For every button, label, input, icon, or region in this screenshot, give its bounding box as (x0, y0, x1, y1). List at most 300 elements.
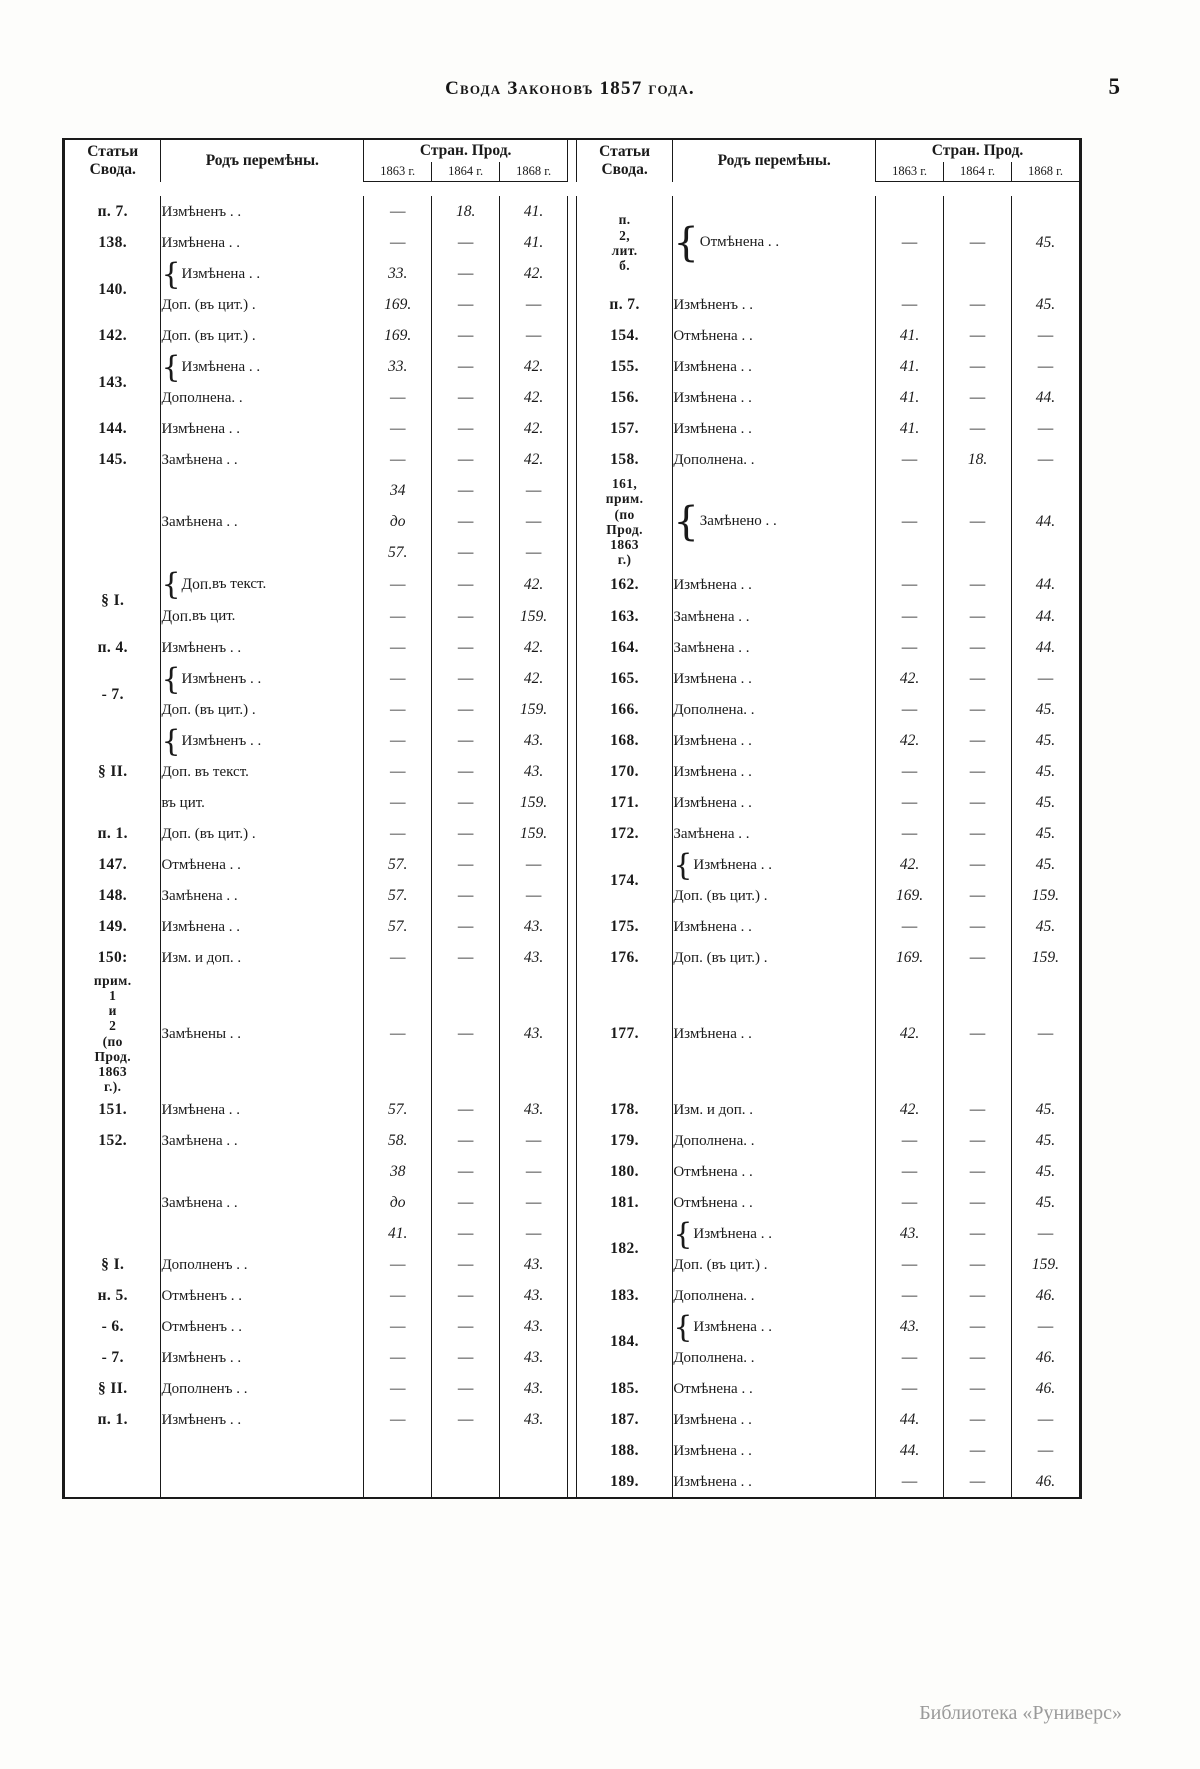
center-divider-cell (568, 1187, 577, 1218)
prod-page-1864-right: — (944, 694, 1012, 725)
prod-page-1864-left: — (432, 600, 500, 632)
article-number-right: 154. (576, 320, 672, 351)
article-number-left: - 6. (65, 1311, 161, 1342)
article-number-left: 138. (65, 227, 161, 258)
prod-page-1864-right: — (944, 911, 1012, 942)
prod-page-1864-right: — (944, 1466, 1012, 1497)
header-article-right: Статьи Свода. (576, 140, 672, 182)
prod-page-1863-left: — (364, 600, 432, 632)
article-number-left: 145. (65, 444, 161, 475)
prod-page-1863-right: — (876, 1156, 944, 1187)
article-number-right: 155. (576, 351, 672, 382)
prod-page-1863-right: — (876, 756, 944, 787)
prod-page-1863-left: — (364, 1342, 432, 1373)
table-row (65, 1156, 1080, 1187)
prod-page-1868-right: 45. (1011, 787, 1079, 818)
change-kind-left: {Измѣненъ . . (161, 725, 364, 756)
prod-page-1864-right: — (944, 320, 1012, 351)
prod-page-1864-left: — (432, 413, 500, 444)
header-kind-right: Родъ перемѣны. (673, 140, 876, 182)
table-row (65, 973, 1080, 1094)
prod-page-1863-left: — (364, 568, 432, 600)
article-number-left: § I. (65, 1249, 161, 1280)
prod-page-1864-right: — (944, 663, 1012, 694)
prod-page-1863-right: — (876, 1342, 944, 1373)
prod-page-1863-left: 169. (364, 289, 432, 320)
article-number-left: 150: (65, 942, 161, 973)
empty-cell (161, 1435, 364, 1466)
prod-page-1868-left: — (500, 1125, 568, 1156)
empty-cell (65, 1466, 161, 1497)
prod-page-1864-right: — (944, 942, 1012, 973)
prod-page-1863-right: 41. (876, 413, 944, 444)
change-kind-right: Отмѣнена . . (673, 320, 876, 351)
prod-page-1864-left: — (432, 1373, 500, 1404)
prod-page-1868-left: — (500, 289, 568, 320)
change-kind-right: Отмѣнена . . (673, 1187, 876, 1218)
article-number-left: п. 4. (65, 632, 161, 663)
change-kind-right: Измѣнена . . (673, 1466, 876, 1497)
center-divider-cell (568, 632, 577, 663)
prod-page-1864-right: — (944, 880, 1012, 911)
change-kind-right: Измѣнена . . (673, 756, 876, 787)
prod-page-1863-right: — (876, 1125, 944, 1156)
center-divider-cell (568, 475, 577, 506)
prod-page-1868-left: — (500, 1218, 568, 1249)
prod-page-1864-right: — (944, 1094, 1012, 1125)
prod-page-1868-left: 159. (500, 818, 568, 849)
change-kind-left: Измѣнена . . (161, 911, 364, 942)
change-kind-left: Измѣнена . . (161, 227, 364, 258)
prod-page-1868-left: 42. (500, 663, 568, 694)
change-kind-right: Измѣнена . . (673, 568, 876, 600)
prod-page-1868-left: 42. (500, 258, 568, 289)
table-row (65, 444, 1080, 475)
article-number-right: 165. (576, 663, 672, 694)
center-divider-cell (568, 1373, 577, 1404)
prod-page-1864-left: — (432, 1094, 500, 1125)
prod-page-1863-left: — (364, 694, 432, 725)
prod-page-1868-right: 45. (1011, 1187, 1079, 1218)
prod-page-1868-right: 159. (1011, 880, 1079, 911)
prod-page-1863-left: до (364, 506, 432, 537)
article-number-right: 166. (576, 694, 672, 725)
empty-cell (500, 1435, 568, 1466)
prod-page-1863-left: — (364, 663, 432, 694)
change-kind-right: {Измѣнена . . (673, 849, 876, 880)
change-kind-left: Замѣнены . . (161, 973, 364, 1094)
prod-page-1864-left: — (432, 537, 500, 568)
article-number-right: 177. (576, 973, 672, 1094)
prod-page-1863-left: 33. (364, 258, 432, 289)
table-row (65, 196, 1080, 227)
prod-page-1864-left: — (432, 382, 500, 413)
prod-page-1863-left: — (364, 818, 432, 849)
table-row (65, 600, 1080, 632)
center-divider-cell (568, 196, 577, 227)
prod-page-1868-left: — (500, 475, 568, 506)
article-number-right: 185. (576, 1373, 672, 1404)
prod-page-1868-left: 43. (500, 1311, 568, 1342)
prod-page-1863-right: 44. (876, 1435, 944, 1466)
spacer-row (65, 182, 1080, 197)
center-divider-cell (568, 1249, 577, 1280)
prod-page-1863-left: 57. (364, 849, 432, 880)
article-number-right: 184. (576, 1311, 672, 1373)
change-kind-left: Замѣнена . . (161, 475, 364, 568)
center-divider-cell (568, 1218, 577, 1249)
prod-page-1864-right: — (944, 1218, 1012, 1249)
prod-page-1864-left: — (432, 506, 500, 537)
prod-page-1863-left: — (364, 973, 432, 1094)
prod-page-1864-left: — (432, 632, 500, 663)
prod-page-1863-left: — (364, 413, 432, 444)
table-row (65, 818, 1080, 849)
change-kind-left: Доп. (въ цит.) . (161, 818, 364, 849)
prod-page-1863-left: — (364, 725, 432, 756)
prod-page-1868-left: 43. (500, 756, 568, 787)
prod-page-1868-right: — (1011, 1404, 1079, 1435)
header-year-1864-right: 1864 г. (944, 162, 1012, 182)
prod-page-1868-left: — (500, 1156, 568, 1187)
library-credit: Библиотека «Руниверс» (919, 1702, 1122, 1724)
header-year-1864-left: 1864 г. (432, 162, 500, 182)
prod-page-1863-right: — (876, 1373, 944, 1404)
prod-page-1868-left: — (500, 537, 568, 568)
prod-page-1868-right: — (1011, 973, 1079, 1094)
change-kind-right: Изм. и доп. . (673, 1094, 876, 1125)
center-divider-cell (568, 1466, 577, 1497)
article-number-left: 144. (65, 413, 161, 444)
article-number-right: 163. (576, 600, 672, 632)
table-row (65, 694, 1080, 725)
table-row (65, 320, 1080, 351)
prod-page-1864-left: — (432, 694, 500, 725)
prod-page-1864-left: — (432, 568, 500, 600)
prod-page-1864-left: — (432, 444, 500, 475)
prod-page-1868-right: 45. (1011, 849, 1079, 880)
prod-page-1863-right: — (876, 289, 944, 320)
prod-page-1863-right: 44. (876, 1404, 944, 1435)
header-prod-left: Стран. Прод. (364, 140, 568, 162)
article-number-right: 176. (576, 942, 672, 973)
prod-page-1868-left: 43. (500, 973, 568, 1094)
prod-page-1863-right: 43. (876, 1218, 944, 1249)
prod-page-1868-left: — (500, 880, 568, 911)
prod-page-1863-left: — (364, 1280, 432, 1311)
article-number-left: § II. (65, 1373, 161, 1404)
article-number-left: - 7. (65, 1342, 161, 1373)
prod-page-1868-right: — (1011, 1435, 1079, 1466)
prod-page-1868-right: 45. (1011, 289, 1079, 320)
prod-page-1863-right: 41. (876, 320, 944, 351)
article-number-left: п. 1. (65, 818, 161, 849)
article-number-right: 162. (576, 568, 672, 600)
prod-page-1864-right: — (944, 196, 1012, 289)
prod-page-1864-left: — (432, 1125, 500, 1156)
header-year-1863-left: 1863 г. (364, 162, 432, 182)
change-kind-left: Доп. въ текст. (161, 756, 364, 787)
prod-page-1868-right: 45. (1011, 1125, 1079, 1156)
table-row (65, 880, 1080, 911)
article-number-left: 142. (65, 320, 161, 351)
center-divider-cell (568, 880, 577, 911)
prod-page-1868-right: 45. (1011, 694, 1079, 725)
center-divider (568, 140, 577, 182)
table-row (65, 413, 1080, 444)
table-row (65, 1404, 1080, 1435)
table-row (65, 1249, 1080, 1280)
prod-page-1864-right: 18. (944, 444, 1012, 475)
table-row (65, 568, 1080, 600)
prod-page-1864-left: — (432, 227, 500, 258)
prod-page-1863-right: — (876, 694, 944, 725)
prod-page-1864-right: — (944, 1373, 1012, 1404)
change-kind-right: Доп. (въ цит.) . (673, 880, 876, 911)
table-row (65, 1125, 1080, 1156)
page-number: 5 (1108, 74, 1120, 99)
prod-page-1868-left: 42. (500, 351, 568, 382)
table-row (65, 1373, 1080, 1404)
change-kind-right: Замѣнена . . (673, 818, 876, 849)
prod-page-1868-left: 41. (500, 196, 568, 227)
prod-page-1868-right: — (1011, 351, 1079, 382)
change-kind-right: Измѣнена . . (673, 1435, 876, 1466)
change-kind-left: Отмѣненъ . . (161, 1311, 364, 1342)
article-number-left: н. 5. (65, 1280, 161, 1311)
change-kind-right: Измѣнена . . (673, 1404, 876, 1435)
change-kind-left: {Доп.въ текст. (161, 568, 364, 600)
change-kind-left: {Измѣнена . . (161, 258, 364, 289)
prod-page-1868-left: — (500, 849, 568, 880)
article-number-left: прим. 1 и 2 (по Прод. 1863 г.). (65, 973, 161, 1094)
prod-page-1863-left: 57. (364, 1094, 432, 1125)
change-kind-left: Измѣнена . . (161, 1094, 364, 1125)
center-divider-cell (568, 1311, 577, 1342)
table-row (65, 942, 1080, 973)
prod-page-1863-left: 57. (364, 911, 432, 942)
change-kind-left: Измѣненъ . . (161, 1404, 364, 1435)
prod-page-1864-left: 18. (432, 196, 500, 227)
prod-page-1863-right: — (876, 600, 944, 632)
article-number-left: 148. (65, 880, 161, 911)
center-divider-cell (568, 1094, 577, 1125)
prod-page-1868-right: 46. (1011, 1342, 1079, 1373)
article-number-right: 156. (576, 382, 672, 413)
article-number-left: 140. (65, 258, 161, 320)
prod-page-1868-left: — (500, 506, 568, 537)
empty-cell (500, 1466, 568, 1497)
prod-page-1868-right: 45. (1011, 725, 1079, 756)
change-kind-right: Измѣнена . . (673, 787, 876, 818)
article-number-right: 157. (576, 413, 672, 444)
article-number-left (65, 475, 161, 568)
article-number-left: § II. (65, 725, 161, 818)
header-year-1868-right: 1868 г. (1011, 162, 1079, 182)
change-kind-right: Измѣнена . . (673, 413, 876, 444)
table-row (65, 1466, 1080, 1497)
prod-page-1863-right: 169. (876, 942, 944, 973)
change-kind-right: {Отмѣнена . . (673, 196, 876, 289)
header-year-1863-right: 1863 г. (876, 162, 944, 182)
center-divider-cell (568, 1125, 577, 1156)
change-kind-left: Изм. и доп. . (161, 942, 364, 973)
article-number-left: 151. (65, 1094, 161, 1125)
prod-page-1863-right: 42. (876, 1094, 944, 1125)
article-number-right: 161, прим. (по Прод. 1863 г.) (576, 475, 672, 568)
prod-page-1868-right: — (1011, 444, 1079, 475)
prod-page-1864-right: — (944, 973, 1012, 1094)
prod-page-1864-left: — (432, 1249, 500, 1280)
prod-page-1864-left: — (432, 818, 500, 849)
prod-page-1863-right: — (876, 444, 944, 475)
article-number-right: 188. (576, 1435, 672, 1466)
change-kind-left: Отмѣнена . . (161, 849, 364, 880)
center-divider-cell (568, 320, 577, 351)
article-number-right: п. 7. (576, 289, 672, 320)
table-row (65, 1342, 1080, 1373)
prod-page-1868-left: 42. (500, 632, 568, 663)
prod-page-1868-right: 44. (1011, 600, 1079, 632)
table-head (65, 140, 1080, 182)
prod-page-1863-right: — (876, 632, 944, 663)
prod-page-1864-left: — (432, 1311, 500, 1342)
article-number-left: 149. (65, 911, 161, 942)
article-number-right: 183. (576, 1280, 672, 1311)
change-kind-right: Отмѣнена . . (673, 1373, 876, 1404)
change-kind-right: Измѣнена . . (673, 911, 876, 942)
table-row (65, 632, 1080, 663)
table-row (65, 756, 1080, 787)
prod-page-1864-right: — (944, 1311, 1012, 1342)
article-number-left: 152. (65, 1125, 161, 1156)
change-kind-left: Замѣнена . . (161, 1156, 364, 1249)
prod-page-1868-right: 44. (1011, 632, 1079, 663)
prod-page-1868-right: — (1011, 1218, 1079, 1249)
table-row (65, 725, 1080, 756)
change-kind-right: {Измѣнена . . (673, 1218, 876, 1249)
prod-page-1868-left: — (500, 1187, 568, 1218)
change-kind-right: Замѣнена . . (673, 600, 876, 632)
center-divider-cell (568, 600, 577, 632)
center-divider-cell (568, 756, 577, 787)
prod-page-1868-right: — (1011, 1311, 1079, 1342)
article-number-right: 164. (576, 632, 672, 663)
center-divider-cell (568, 444, 577, 475)
prod-page-1868-right: 46. (1011, 1466, 1079, 1497)
article-number-left: 147. (65, 849, 161, 880)
center-divider-cell (568, 413, 577, 444)
table-row (65, 1094, 1080, 1125)
page-header (70, 74, 1130, 108)
prod-page-1864-left: — (432, 1187, 500, 1218)
table-row (65, 475, 1080, 506)
header-year-1868-left: 1868 г. (500, 162, 568, 182)
empty-cell (432, 1466, 500, 1497)
prod-page-1868-right: 45. (1011, 196, 1079, 289)
prod-page-1864-left: — (432, 663, 500, 694)
table-row (65, 911, 1080, 942)
change-kind-left: Измѣненъ . . (161, 1342, 364, 1373)
prod-page-1864-left: — (432, 1280, 500, 1311)
prod-page-1863-right: 169. (876, 880, 944, 911)
article-number-right: 168. (576, 725, 672, 756)
prod-page-1864-left: — (432, 320, 500, 351)
prod-page-1864-right: — (944, 1342, 1012, 1373)
empty-cell (364, 1466, 432, 1497)
change-kind-right: Измѣнена . . (673, 351, 876, 382)
prod-page-1864-right: — (944, 725, 1012, 756)
prod-page-1863-left: 38 (364, 1156, 432, 1187)
center-divider-cell (568, 694, 577, 725)
prod-page-1863-left: 34 (364, 475, 432, 506)
prod-page-1868-left: 42. (500, 444, 568, 475)
center-divider-cell (568, 663, 577, 694)
prod-page-1864-right: — (944, 413, 1012, 444)
change-kind-left: {Измѣнена . . (161, 351, 364, 382)
prod-page-1863-right: — (876, 911, 944, 942)
prod-page-1863-right: 42. (876, 849, 944, 880)
prod-page-1863-right: 42. (876, 725, 944, 756)
table-row (65, 1435, 1080, 1466)
table-body (65, 182, 1080, 1497)
center-divider-cell (568, 1280, 577, 1311)
table-row (65, 351, 1080, 382)
prod-page-1868-right: 44. (1011, 382, 1079, 413)
prod-page-1863-right: — (876, 196, 944, 289)
prod-page-1863-left: — (364, 1404, 432, 1435)
prod-page-1863-left: — (364, 632, 432, 663)
prod-page-1864-right: — (944, 289, 1012, 320)
prod-page-1864-right: — (944, 475, 1012, 568)
center-divider-cell (568, 227, 577, 258)
change-kind-right: Замѣнена . . (673, 632, 876, 663)
table-row (65, 849, 1080, 880)
article-number-right: 187. (576, 1404, 672, 1435)
prod-page-1863-left: — (364, 382, 432, 413)
empty-cell (65, 1435, 161, 1466)
prod-page-1863-left: — (364, 196, 432, 227)
prod-page-1864-right: — (944, 382, 1012, 413)
prod-page-1864-left: — (432, 475, 500, 506)
prod-page-1868-left: 42. (500, 568, 568, 600)
table-row (65, 1311, 1080, 1342)
article-number-right: 189. (576, 1466, 672, 1497)
prod-page-1868-left: 43. (500, 1342, 568, 1373)
article-number-right: 174. (576, 849, 672, 911)
prod-page-1863-left: — (364, 1311, 432, 1342)
header-prod-right: Стран. Прод. (876, 140, 1080, 162)
change-kind-right: Измѣнена . . (673, 725, 876, 756)
prod-page-1863-right: 43. (876, 1311, 944, 1342)
change-kind-right: Доп. (въ цит.) . (673, 942, 876, 973)
prod-page-1864-right: — (944, 1156, 1012, 1187)
change-kind-left: Замѣнена . . (161, 1125, 364, 1156)
prod-page-1868-left: 43. (500, 942, 568, 973)
table-row (65, 289, 1080, 320)
header-kind-left: Родъ перемѣны. (161, 140, 364, 182)
article-number-right: 171. (576, 787, 672, 818)
change-kind-left: {Измѣненъ . . (161, 663, 364, 694)
change-kind-right: Дополнена. . (673, 694, 876, 725)
prod-page-1864-right: — (944, 568, 1012, 600)
prod-page-1864-left: — (432, 289, 500, 320)
prod-page-1864-right: — (944, 849, 1012, 880)
change-kind-left: Доп. (въ цит.) . (161, 320, 364, 351)
center-divider-cell (568, 787, 577, 818)
empty-cell (364, 1435, 432, 1466)
prod-page-1863-left: 57. (364, 880, 432, 911)
